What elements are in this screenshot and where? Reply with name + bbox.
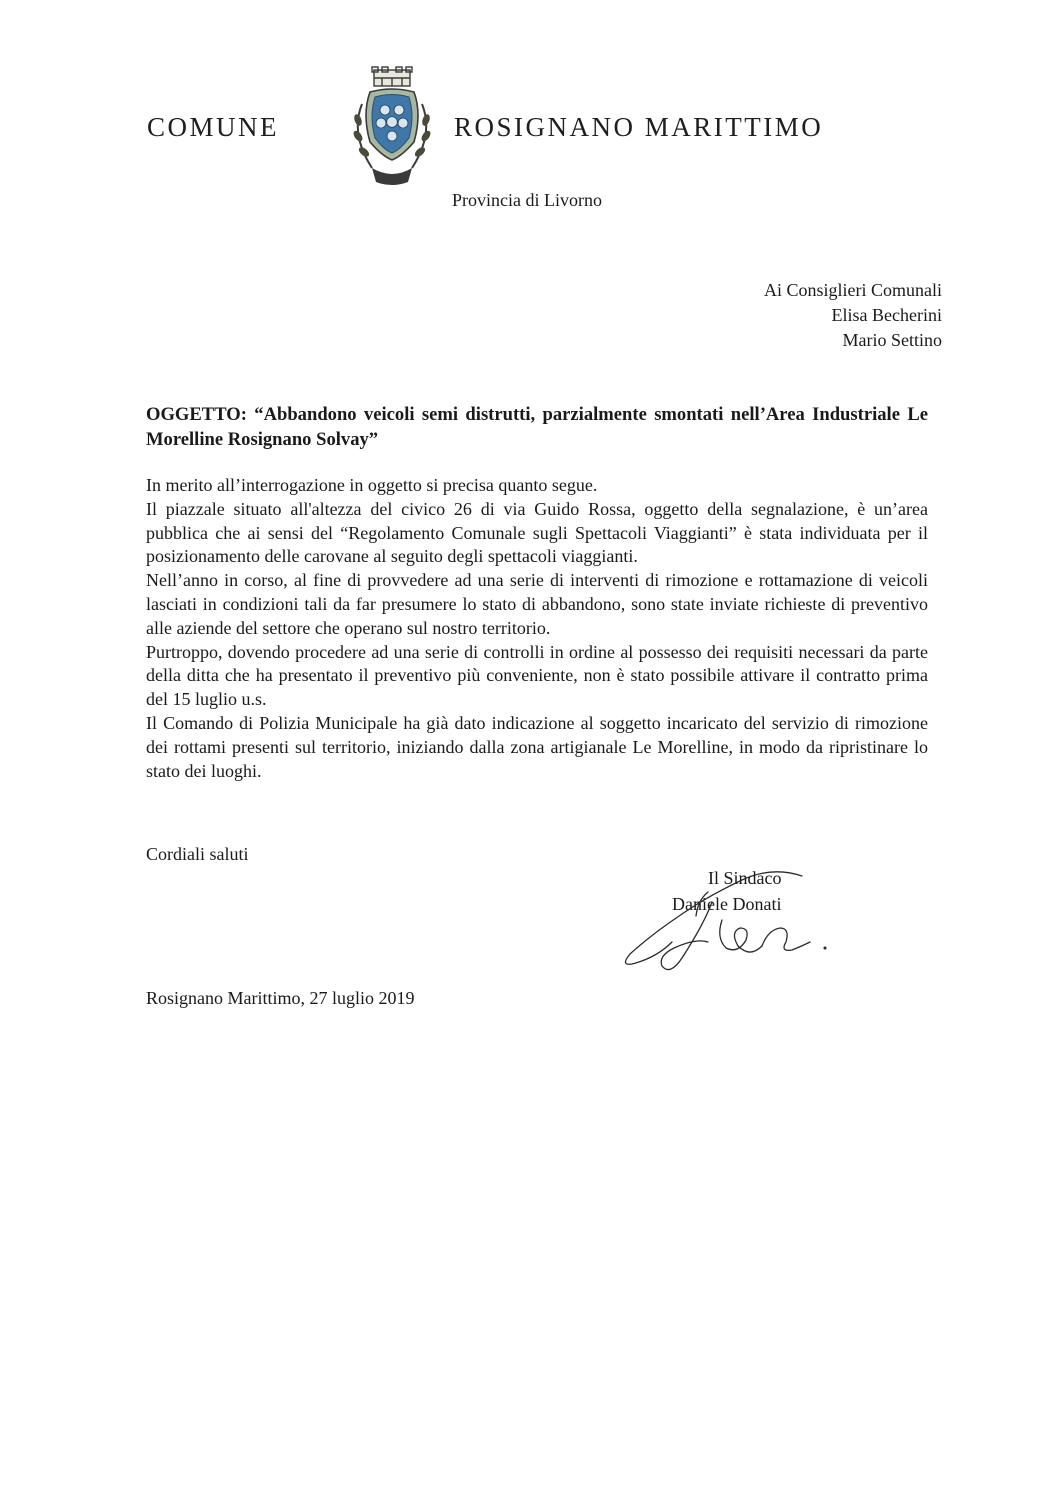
handwritten-signature-icon xyxy=(612,862,834,982)
recipients-block xyxy=(764,278,942,353)
body-paragraph: Il piazzale situato all'altezza del civico 26 di via Guido Rossa, oggetto della segnalazione, è un’area pubblica che ai sensi del “Regolamento Comunale sugli Spettacoli Viaggianti” è stata individuata per il posizionamento delle carovane al seguito degli spettacoli viaggianti. xyxy=(146,498,928,567)
signatory-title: Il Sindaco xyxy=(707,868,782,888)
recipient-line: Elisa Becherini xyxy=(831,305,942,325)
subject-line: OGGETTO: “Abbandono veicoli semi distrutti, parzialmente smontati nell’Area Industriale Le Morelline Rosignano Solvay” xyxy=(146,404,928,450)
recipient-line: Ai Consiglieri Comunali xyxy=(764,280,942,300)
date-and-place: Rosignano Marittimo, 27 luglio 2019 xyxy=(146,988,415,1008)
province-label: Provincia di Livorno xyxy=(452,190,602,210)
body-paragraph: Purtroppo, dovendo procedere ad una serie di controlli in ordine al possesso dei requisiti necessari da parte della ditta che ha presentato il preventivo più conveniente, non è stato possibile attivare il contratto prima del 15 luglio u.s. xyxy=(146,641,928,710)
body-paragraph: Il Comando di Polizia Municipale ha già dato indicazione al soggetto incaricato del servizio di rimozione dei rottami presenti sul territorio, iniziando dalla zona artigianale Le Morelline, in modo da ripristinare lo stato dei luoghi. xyxy=(146,712,928,781)
signatory-name: Daniele Donati xyxy=(672,894,782,914)
body-paragraph: Nell’anno in corso, al fine di provvedere ad una serie di interventi di rimozione e rottamazione di veicoli lasciati in condizioni tali da far presumere lo stato di abbandono, sono state inviate richieste di preventivo alle aziende del settore che operano sul nostro territorio. xyxy=(146,570,928,638)
closing-salutation: Cordiali saluti xyxy=(146,844,249,864)
letter-body xyxy=(146,474,928,783)
letterhead-rosignano-marittimo: ROSIGNANO MARITTIMO xyxy=(454,112,824,142)
recipient-line: Mario Settino xyxy=(842,330,942,350)
letterhead-comune: COMUNE xyxy=(147,112,280,142)
municipal-crest-icon xyxy=(342,64,442,192)
body-paragraph: In merito all’interrogazione in oggetto si precisa quanto segue. xyxy=(146,475,598,495)
